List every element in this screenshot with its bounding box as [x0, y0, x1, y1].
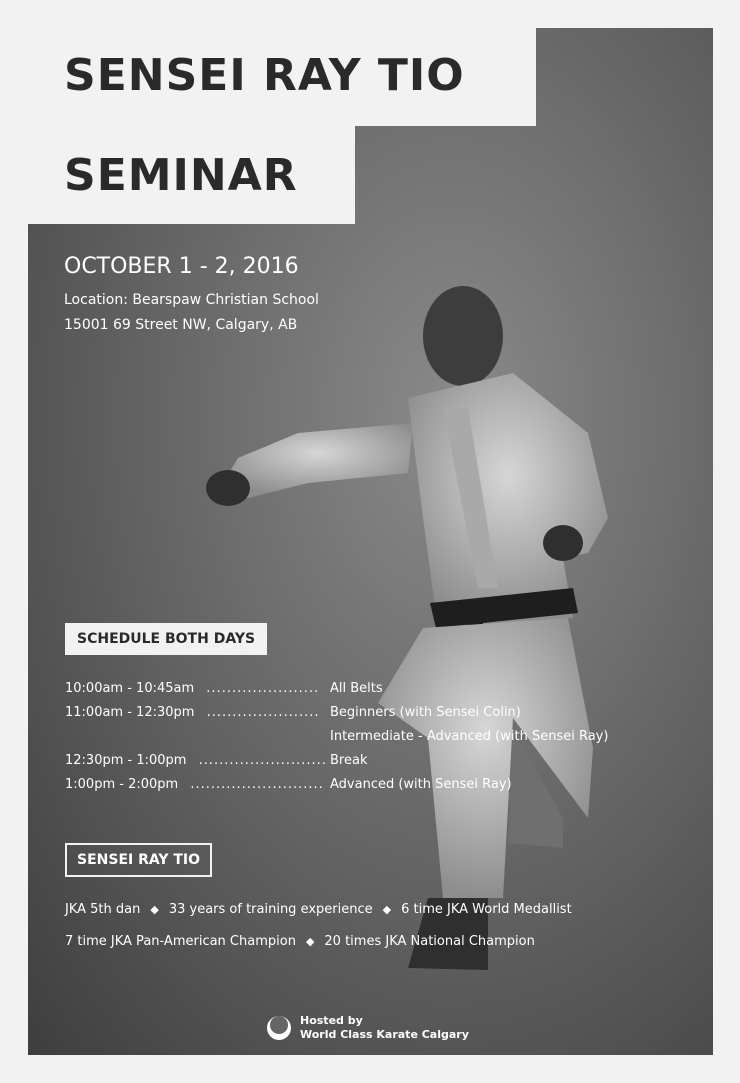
diamond-icon: ◆ — [305, 935, 315, 948]
host-line1: Hosted by — [300, 1014, 363, 1027]
bio-fact: 7 time JKA Pan-American Champion — [65, 934, 296, 949]
schedule-dots: ......................... — [198, 753, 327, 768]
schedule-label: SCHEDULE BOTH DAYS — [65, 623, 267, 655]
schedule-row — [65, 753, 368, 768]
schedule-activity: Beginners (with Sensei Colin) — [330, 705, 521, 720]
host-credit — [266, 1014, 469, 1042]
location-line1: Location: Bearspaw Christian School — [64, 292, 319, 308]
diamond-icon: ◆ — [382, 903, 392, 916]
schedule-dots: ...................... — [206, 681, 320, 696]
schedule-time: 12:30pm - 1:00pm — [65, 753, 187, 768]
poster-title-line2: SEMINAR — [64, 150, 298, 201]
schedule-activity: Break — [330, 753, 368, 768]
schedule-row — [65, 777, 512, 792]
bio-fact: 20 times JKA National Champion — [324, 934, 535, 949]
bio-fact: 33 years of training experience — [168, 902, 373, 917]
club-logo-icon — [266, 1015, 292, 1041]
schedule-row — [65, 681, 383, 696]
bio-facts-line1 — [65, 902, 572, 917]
schedule-activity-extra: Intermediate - Advanced (with Sensei Ray) — [330, 729, 609, 744]
bio-label: SENSEI RAY TIO — [65, 843, 212, 877]
event-date: OCTOBER 1 - 2, 2016 — [64, 254, 299, 279]
schedule-activity: All Belts — [330, 681, 383, 696]
bio-fact: 6 time JKA World Medallist — [401, 902, 572, 917]
schedule-activity: Advanced (with Sensei Ray) — [330, 777, 512, 792]
poster-title-line1: SENSEI RAY TIO — [64, 50, 465, 101]
schedule-time: 1:00pm - 2:00pm — [65, 777, 179, 792]
location-line2: 15001 69 Street NW, Calgary, AB — [64, 317, 298, 333]
schedule-time: 11:00am - 12:30pm — [65, 705, 195, 720]
bio-facts-line2 — [65, 934, 535, 949]
schedule-row — [65, 705, 521, 720]
schedule-dots: .......................... — [190, 777, 324, 792]
bio-fact: JKA 5th dan — [65, 902, 141, 917]
diamond-icon: ◆ — [150, 903, 159, 916]
host-line2: World Class Karate Calgary — [300, 1028, 469, 1041]
schedule-time: 10:00am - 10:45am — [65, 681, 195, 696]
poster — [28, 28, 713, 1055]
schedule-dots: ...................... — [206, 705, 320, 720]
